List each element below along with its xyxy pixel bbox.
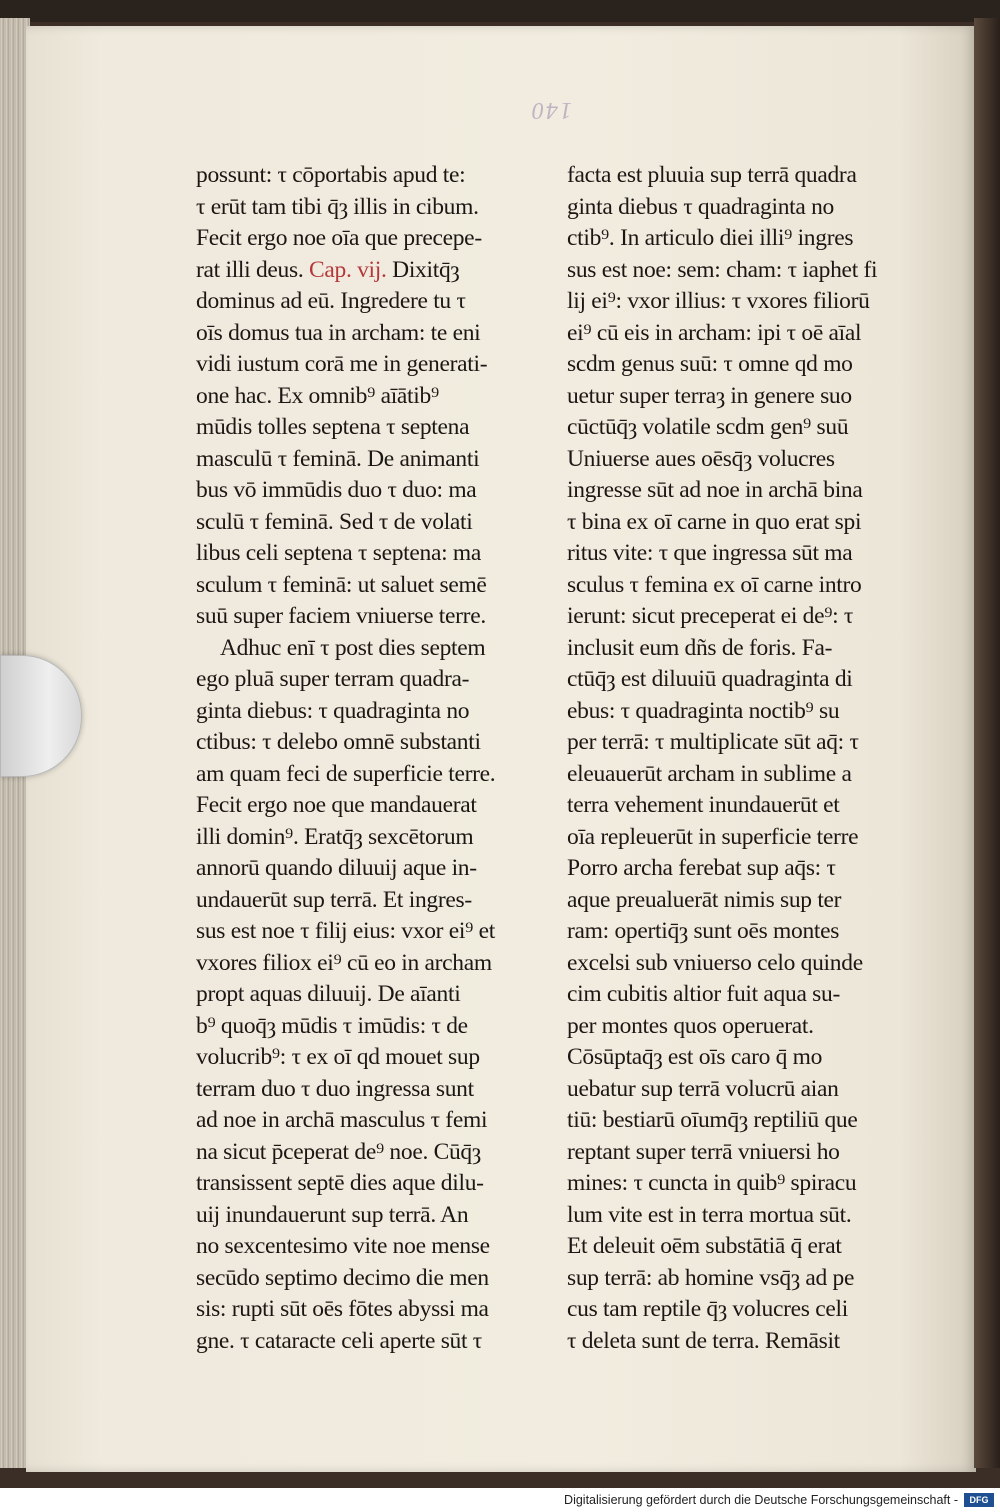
text-line: masculū τ feminā. De animanti	[196, 445, 480, 472]
text-line: Porro archa ferebat sup aq̄s: τ	[567, 855, 836, 881]
text-line: ad noe in archā masculus τ femi	[196, 1107, 488, 1133]
text-line: uetur super terraȝ in genere suo	[567, 382, 852, 409]
text-line: ego pluā super terram quadra-	[196, 666, 470, 692]
text-line: lij ei⁹: vxor illius: τ vxores filiorū	[567, 288, 870, 314]
text-line: ebus: τ quadraginta noctib⁹ su	[567, 697, 840, 724]
text-line: sculus τ femina ex oī carne intro	[567, 571, 862, 598]
text-line: bus vō immūdis duo τ duo: ma	[196, 477, 477, 503]
text-line: τ deleta sunt de terra. Remāsit	[567, 1327, 840, 1354]
text-line: no sexcentesimo vite noe mense	[196, 1233, 490, 1259]
text-line: scdm genus suū: τ omne qd mo	[567, 351, 853, 377]
text-column-left	[196, 160, 541, 1357]
text-line: eleuauerūt archam in sublime a	[567, 760, 852, 787]
text-line: sis: rupti sūt oēs fōtes abyssi ma	[196, 1296, 489, 1322]
text-line: Et deleuit oēm substātiā q̄ erat	[567, 1233, 842, 1259]
text-line: sculum τ feminā: ut saluet semē	[196, 571, 487, 598]
text-line: sculū τ feminā. Sed τ de volati	[196, 508, 473, 535]
text-line: uij inundauerunt sup terrā. An	[196, 1201, 469, 1228]
text-line: ingresse sūt ad noe in archā bina	[567, 477, 863, 503]
text-line: dominus ad eū. Ingredere tu τ	[196, 288, 466, 314]
text-line: ei⁹ cū eis in archam: ipi τ oē aīal	[567, 319, 862, 346]
scan-top-border	[0, 0, 1000, 22]
text-line: illi domin⁹. Eratq̄ȝ sexcētorum	[196, 823, 474, 850]
text-line: Uniuerse aues oēsq̄ȝ volucres	[567, 445, 835, 472]
text-line: suū super faciem vniuerse terre.	[196, 603, 486, 629]
text-line: b⁹ quoq̄ȝ mūdis τ imūdis: τ de	[196, 1012, 468, 1039]
text-line: vxores filiox ei⁹ cū eo in archam	[196, 949, 492, 976]
text-line-segment: Dixitq̄ȝ	[392, 256, 460, 283]
text-line: na sicut p̄ceperat de⁹ noe. Cūq̄ȝ	[196, 1138, 481, 1165]
text-line: ginta diebus: τ quadraginta no	[196, 697, 470, 724]
text-line: sus est noe: sem: cham: τ iaphet fi	[567, 256, 878, 283]
text-line: ram: opertiq̄ȝ sunt oēs montes	[567, 918, 840, 944]
text-line: tiū: bestiarū oīumq̄ȝ reptiliū que	[567, 1107, 858, 1133]
text-line: per terrā: τ multiplicate sūt aq̄: τ	[567, 729, 859, 755]
text-line: terram duo τ duo ingressa sunt	[196, 1075, 474, 1102]
text-line: sup terrā: ab homine vsq̄ȝ ad pe	[567, 1264, 855, 1291]
funding-notice: Digitalisierung gefördert durch die Deutsche Forschungsgemeinschaft -	[564, 1493, 958, 1507]
text-line: cus tam reptile q̄ȝ volucres celi	[567, 1296, 848, 1322]
text-line: secūdo septimo decimo die men	[196, 1264, 489, 1291]
folio-number: 140	[530, 97, 572, 123]
text-line: τ erūt tam tibi q̄ȝ illis in cibum.	[196, 193, 479, 220]
binding-shadow	[974, 18, 1000, 1468]
text-line: Fecit ergo noe que mandauerat	[196, 792, 477, 818]
text-line: mines: τ cuncta in quib⁹ spiracu	[567, 1170, 857, 1196]
text-line: transissent septē dies aque dilu-	[196, 1170, 484, 1196]
text-line: reptant super terrā vniuersi ho	[567, 1138, 840, 1165]
text-line-segment: rat illi deus.	[196, 256, 304, 283]
text-line: volucrib⁹: τ ex oī qd mouet sup	[196, 1044, 480, 1070]
text-line: terra vehement inundauerūt et	[567, 792, 840, 818]
text-line: possunt: τ cōportabis apud te:	[196, 162, 466, 188]
text-line: vidi iustum corā me in generati-	[196, 351, 488, 377]
text-line: undauerūt sup terrā. Et ingres-	[196, 886, 472, 913]
text-line: propt aquas diluuij. De aīanti	[196, 981, 461, 1007]
text-line: ginta diebus τ quadraginta no	[567, 193, 835, 220]
text-line: gne. τ cataracte celi aperte sūt τ	[196, 1327, 482, 1354]
text-line: ierunt: sicut preceperat ei de⁹: τ	[567, 603, 854, 629]
text-line: oīs domus tua in archam: te eni	[196, 319, 481, 346]
text-line: uebatur sup terrā volucrū aian	[567, 1075, 839, 1102]
text-line: ctib⁹. In articulo diei illi⁹ ingres	[567, 225, 854, 251]
text-line: facta est pluuia sup terrā quadra	[567, 162, 857, 188]
text-line: cūctūq̄ȝ volatile scdm gen⁹ suū	[567, 414, 849, 440]
text-line: ritus vite: τ que ingressa sūt ma	[567, 540, 853, 566]
text-line: aque preualuerāt nimis sup ter	[567, 886, 842, 913]
text-line: lum vite est in terra mortua sūt.	[567, 1201, 852, 1228]
chapter-rubric: Cap. vij.	[308, 256, 387, 283]
funding-footer	[0, 1488, 1000, 1512]
text-line: annorū quando diluuij aque in-	[196, 855, 477, 881]
text-line: Cōsūptaq̄ȝ est oīs caro q̄ mo	[567, 1044, 823, 1070]
text-line: one hac. Ex omnib⁹ aīātib⁹	[196, 382, 439, 409]
text-line: τ bina ex oī carne in quo erat spi	[567, 508, 862, 535]
text-line: am quam feci de superficie terre.	[196, 760, 496, 787]
text-line: excelsi sub vniuerso celo quinde	[567, 949, 863, 976]
text-line: libus celi septena τ septena: ma	[196, 540, 482, 566]
text-line: cim cubitis altior fuit aqua su-	[567, 981, 840, 1007]
text-line: mūdis tolles septena τ septena	[196, 414, 470, 440]
text-line: ctūq̄ȝ est diluuiū quadraginta di	[567, 666, 853, 692]
text-column-right	[567, 160, 912, 1357]
dfg-logo-icon: DFG	[964, 1493, 994, 1507]
text-line: Fecit ergo noe oīa que precepe-	[196, 225, 482, 251]
text-line: ctibus: τ delebo omnē substanti	[196, 729, 481, 755]
text-line: oīa repleuerūt in superficie terre	[567, 823, 859, 850]
text-line: per montes quos operuerat.	[567, 1012, 814, 1039]
text-line: sus est noe τ filij eius: vxor ei⁹ et	[196, 918, 495, 944]
text-line: inclusit eum dñs de foris. Fa-	[567, 634, 833, 661]
text-line: Adhuc enī τ post dies septem	[220, 634, 486, 661]
text-line-rubric	[196, 255, 541, 287]
